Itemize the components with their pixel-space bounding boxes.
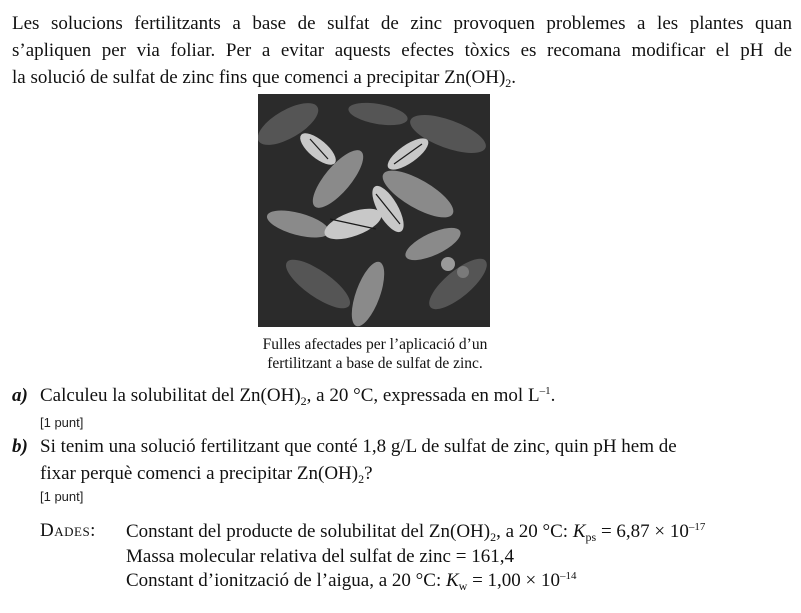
- figure-caption: [230, 335, 520, 373]
- question-a-label: a): [12, 385, 28, 406]
- caption-line-2: fertilitzant a base de sulfat de zinc.: [267, 355, 483, 372]
- question-b-line-1: Si tenim una solució fertilitzant que conté 1,8 g/L de sulfat de zinc, quin pH hem de: [40, 436, 677, 457]
- question-a-points: [1 punt]: [40, 415, 84, 430]
- intro-line-1: Les solucions fertilitzants a base de sulfat de zinc provoquen problemes a les plantes quan: [12, 13, 792, 34]
- intro-line-2: s’apliquen per via foliar. Per a evitar aquests efectes tòxics es recomana modificar el pH de: [12, 40, 792, 61]
- intro-paragraph: [12, 10, 792, 91]
- question-b-label: b): [12, 436, 28, 457]
- dades-line-2: Massa molecular relativa del sulfat de zinc = 161,4: [126, 546, 514, 567]
- dades-line-1: Constant del producte de solubilitat del $Zn(OH)_2$, a 20 °C: $K_{ps} = 6,87 \times 10^{-17}$: [126, 521, 706, 544]
- question-b-points: [1 punt]: [40, 489, 84, 504]
- intro-line-3: la solució de sulfat de zinc fins que comenci a precipitar $Zn(OH)_2$.: [12, 67, 517, 90]
- dades-label: Dades:: [40, 520, 96, 541]
- leaves-photo: [258, 94, 490, 327]
- caption-line-1: Fulles afectades per l’aplicació d’un: [262, 336, 488, 353]
- dades-line-3: Constant d’ionització de l’aigua, a 20 °C: $K_w = 1,00 \times 10^{-14}$: [126, 570, 577, 593]
- question-a-text: Calculeu la solubilitat del $Zn(OH)_2$, a 20 °C, expressada en mol $L^{-1}$.: [40, 385, 556, 408]
- question-b-line-2: fixar perquè comenci a precipitar $Zn(OH)_2$?: [40, 463, 373, 486]
